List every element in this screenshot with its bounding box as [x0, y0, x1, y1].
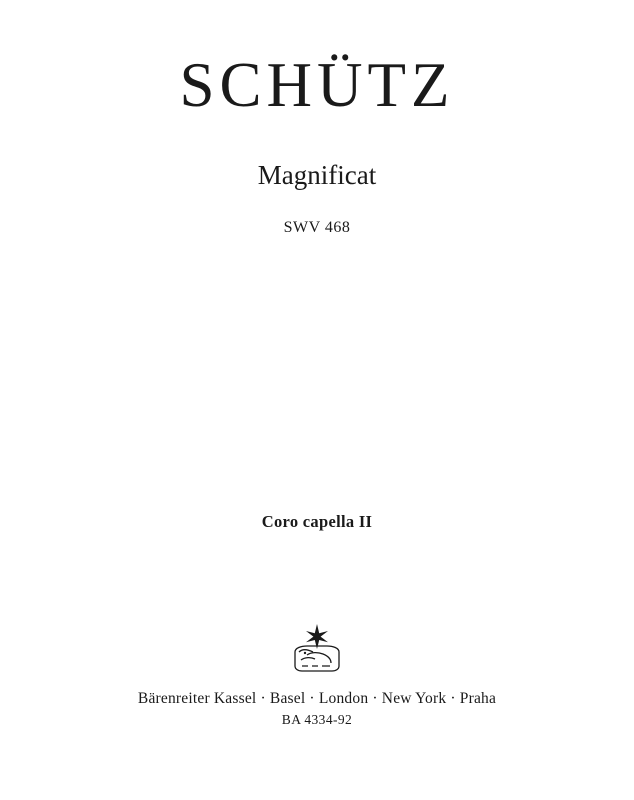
composer-name: SCHÜTZ: [179, 50, 455, 120]
publisher-logo: [0, 622, 634, 674]
catalog-number: SWV 468: [283, 219, 351, 237]
baerenreiter-bear-logo-icon: [285, 622, 349, 674]
part-designation: Coro capella II: [261, 512, 373, 531]
work-title: Magnificat: [257, 160, 377, 191]
plate-number: BA 4334-92: [281, 712, 353, 727]
publisher-imprint: Bärenreiter Kassel · Basel · London · New York · Praha: [137, 690, 497, 707]
